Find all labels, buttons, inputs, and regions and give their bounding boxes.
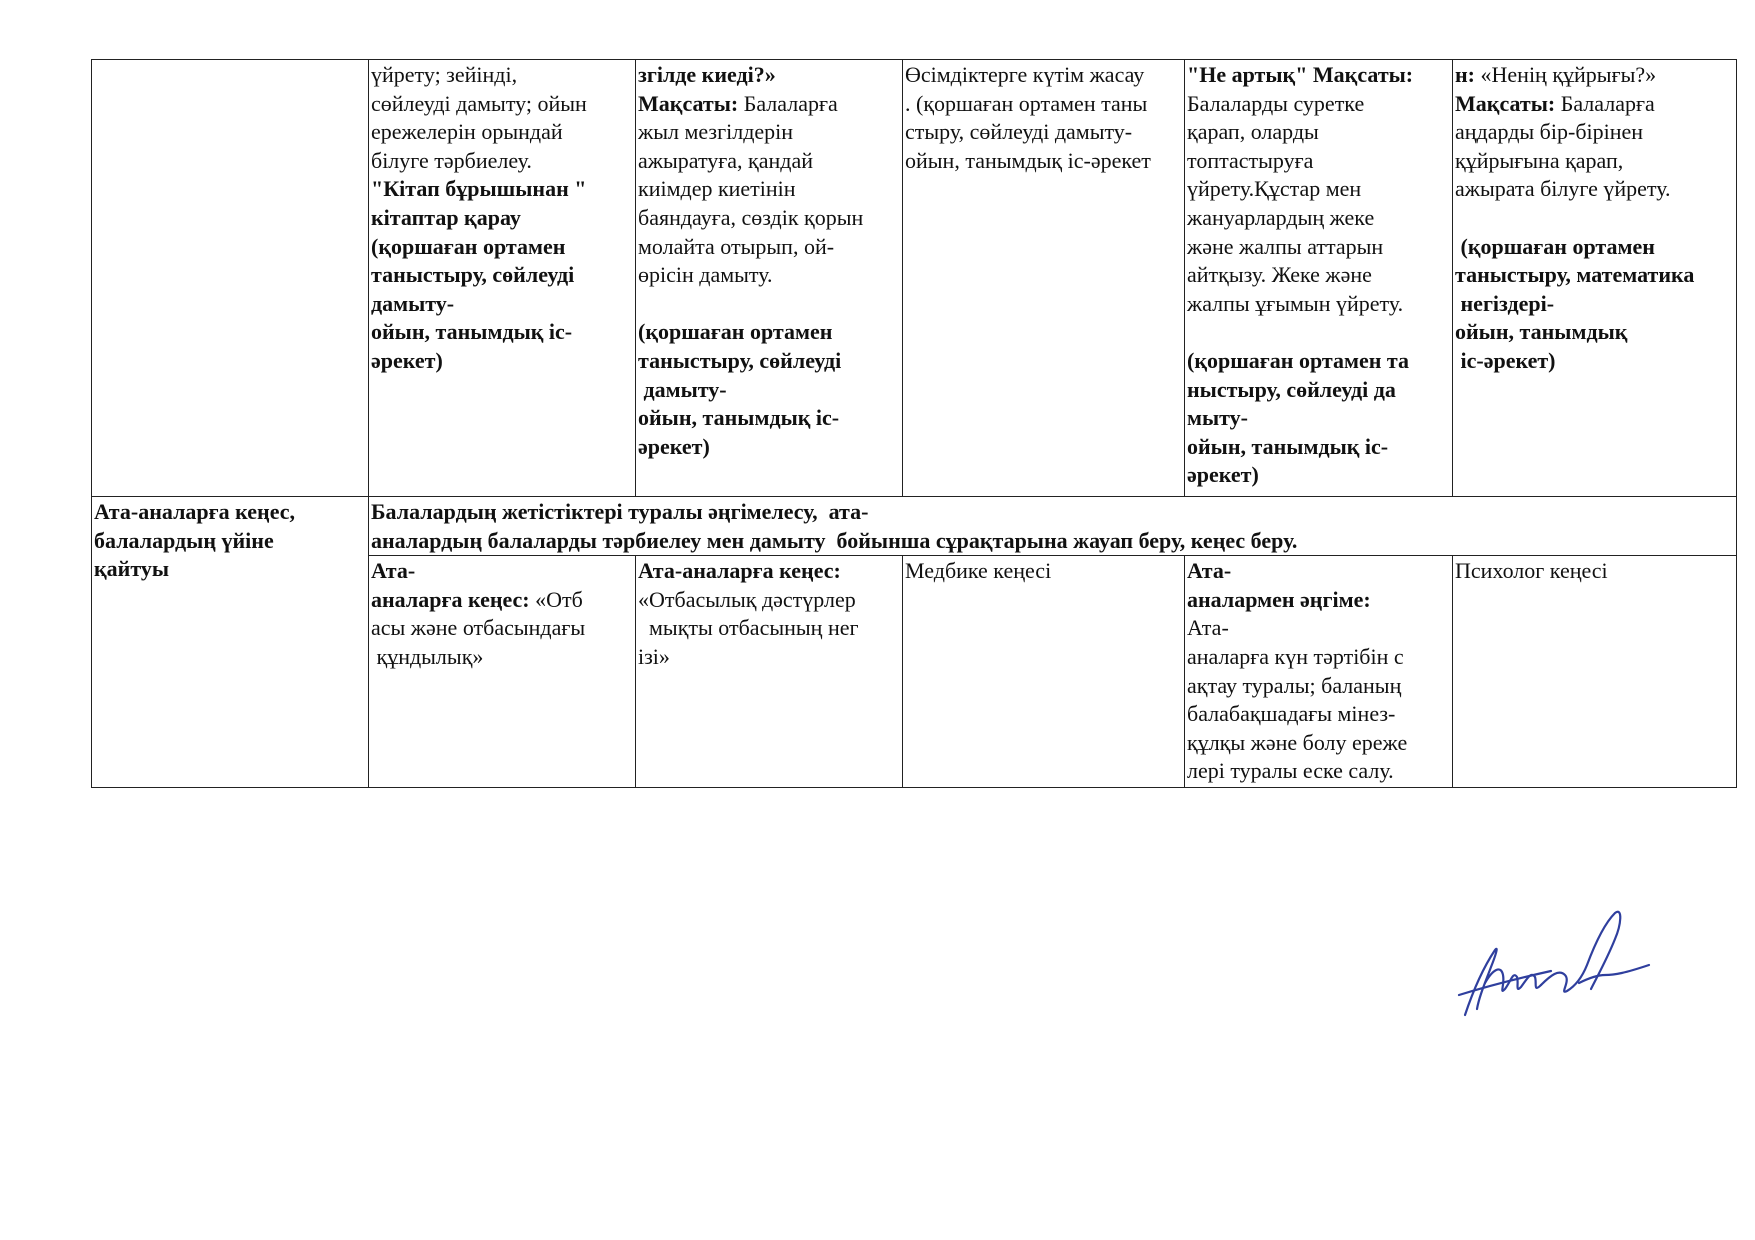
- text: сөйлеуді дамыту; ойын: [371, 90, 587, 116]
- cell-line: [371, 318, 633, 347]
- thursday-cell: [1185, 60, 1453, 497]
- text: «Отбасылық дәстүрлер: [638, 586, 856, 612]
- bold-text: Ата-аналарға кеңес:: [638, 558, 841, 584]
- text: «Ненің құйрығы?»: [1480, 62, 1657, 87]
- bold-text: ойын, танымдық іс-: [638, 405, 840, 431]
- bold-text: ныстыру, сөйлеуді да: [1187, 376, 1396, 402]
- cell-line: [638, 376, 900, 405]
- text: және жалпы аттарын: [1187, 233, 1384, 259]
- cell-line: [371, 498, 1734, 527]
- text: ажыратуға, қандай: [638, 147, 814, 173]
- text: жануарлардың жеке: [1187, 204, 1375, 230]
- bold-text: (қоршаған ортамен: [638, 319, 833, 345]
- cell-line: [1187, 90, 1450, 119]
- row-label-cell: [92, 60, 369, 497]
- text: топтастыруға: [1187, 147, 1314, 173]
- cell-line: [905, 90, 1182, 119]
- text: білуге тәрбиелеу.: [371, 147, 532, 173]
- text: ойын, танымдық іс-әрекет: [905, 147, 1151, 173]
- cell-line: [1455, 61, 1734, 90]
- cell-line: [1187, 290, 1450, 319]
- cell-line: [905, 61, 1182, 90]
- bold-text: Балалардың жетістіктері туралы әңгімелесу, ата-: [371, 499, 869, 524]
- cell-line: [1187, 586, 1450, 615]
- bold-text: Мақсаты:: [1455, 90, 1561, 116]
- text: жыл мезгілдерін: [638, 119, 794, 145]
- cell-line: [371, 147, 633, 176]
- bold-text: әрекет): [638, 433, 710, 459]
- bold-text: аналармен әңгіме:: [1187, 586, 1371, 612]
- cell-line: [638, 90, 900, 119]
- text: аңдарды бір-бірінен: [1455, 119, 1644, 145]
- text: Ата-: [1187, 615, 1229, 641]
- cell-line: [1187, 729, 1450, 758]
- text: Психолог кеңесі: [1455, 558, 1608, 584]
- bold-text: Мақсаты:: [638, 90, 744, 116]
- cell-line: [638, 290, 900, 319]
- text: ізі»: [638, 643, 670, 669]
- wednesday-cell: [903, 60, 1185, 497]
- text: Өсімдіктерге күтім жасау: [905, 62, 1145, 87]
- text: үйрету; зейінді,: [371, 62, 518, 87]
- text: Балаларға: [743, 90, 838, 116]
- handwritten-signature: [1455, 905, 1655, 1035]
- text: стыру, сөйлеуді дамыту-: [905, 119, 1133, 145]
- monday-cell: [369, 556, 636, 788]
- cell-line: [905, 118, 1182, 147]
- bold-text: кітаптар қарау: [371, 204, 521, 230]
- cell-line: [371, 347, 633, 376]
- tuesday-cell: [636, 60, 903, 497]
- cell-line: [1187, 347, 1450, 376]
- bold-text: таныстыру, сөйлеуді: [371, 262, 575, 288]
- text: мықты отбасының нег: [638, 615, 859, 641]
- text: молайта отырып, ой-: [638, 233, 835, 259]
- text: лері туралы еске салу.: [1187, 758, 1394, 784]
- cell-line: [1187, 204, 1450, 233]
- bold-text: қайтуы: [94, 556, 170, 582]
- cell-line: [1455, 347, 1734, 376]
- bold-text: дамыту-: [371, 290, 455, 316]
- cell-line: [1455, 204, 1734, 233]
- bold-text: аналарға кеңес:: [371, 586, 536, 612]
- cell-line: [638, 404, 900, 433]
- bold-text: "Кітап бұрышынан ": [371, 176, 587, 202]
- merged-advice-cell: [369, 497, 1737, 556]
- text: ережелерін орындай: [371, 119, 563, 145]
- cell-line: [1187, 233, 1450, 262]
- bold-text: н:: [1455, 62, 1481, 87]
- cell-line: [1187, 61, 1450, 90]
- text: құйрығына қарап,: [1455, 147, 1624, 173]
- cell-line: [1455, 118, 1734, 147]
- cell-line: [1187, 261, 1450, 290]
- cell-line: [638, 233, 900, 262]
- bold-text: дамыту-: [638, 376, 727, 402]
- bold-text: Ата-: [1187, 558, 1232, 584]
- cell-line: [1187, 118, 1450, 147]
- cell-line: [1455, 318, 1734, 347]
- cell-line: [638, 433, 900, 462]
- cell-line: [371, 557, 633, 586]
- cell-line: [1187, 404, 1450, 433]
- cell-line: [371, 261, 633, 290]
- cell-line: [1187, 433, 1450, 462]
- cell-line: [1187, 147, 1450, 176]
- text: «Отб: [535, 586, 583, 612]
- bold-text: таныстыру, математика: [1455, 262, 1695, 288]
- cell-line: [371, 643, 633, 672]
- cell-line: [371, 290, 633, 319]
- cell-line: [371, 175, 633, 204]
- text: ақтау туралы; баланың: [1187, 672, 1402, 698]
- cell-line: [638, 61, 900, 90]
- plan-table: [91, 59, 1737, 788]
- row-label-cell: [92, 497, 369, 788]
- bold-text: (қоршаған ортамен: [1455, 233, 1655, 259]
- cell-line: [371, 90, 633, 119]
- text: қарап, оларды: [1187, 119, 1319, 145]
- cell-line: [1455, 233, 1734, 262]
- cell-line: [1455, 90, 1734, 119]
- cell-line: [638, 261, 900, 290]
- bold-text: мыту-: [1187, 405, 1249, 431]
- cell-line: [905, 147, 1182, 176]
- bold-text: әрекет): [1187, 462, 1259, 488]
- text: құндылық»: [371, 643, 484, 669]
- bold-text: Ата-аналарға кеңес,: [94, 499, 295, 524]
- text: айтқызу. Жеке және: [1187, 262, 1372, 288]
- text: аналарға күн тәртібін с: [1187, 643, 1404, 669]
- cell-line: [638, 347, 900, 376]
- cell-line: [1455, 147, 1734, 176]
- bold-text: (қоршаған ортамен: [371, 233, 566, 259]
- cell-line: [638, 586, 900, 615]
- text: құлқы және болу ереже: [1187, 729, 1408, 755]
- text: баяндауға, сөздік қорын: [638, 204, 864, 230]
- cell-line: [1187, 318, 1450, 347]
- text: асы және отбасындағы: [371, 615, 586, 641]
- cell-line: [371, 586, 633, 615]
- cell-line: [94, 498, 366, 527]
- text: Медбике кеңесі: [905, 558, 1052, 584]
- cell-line: [1187, 757, 1450, 786]
- bold-text: таныстыру, сөйлеуді: [638, 347, 842, 373]
- cell-line: [638, 557, 900, 586]
- bold-text: Ата-: [371, 558, 416, 584]
- text: өрісін дамыту.: [638, 262, 773, 288]
- cell-line: [371, 204, 633, 233]
- text: [1187, 319, 1193, 344]
- friday-cell: [1453, 556, 1737, 788]
- bold-text: балалардың үйіне: [94, 527, 274, 553]
- table-row: [92, 60, 1737, 497]
- cell-line: [1455, 175, 1734, 204]
- bold-text: (қоршаған ортамен та: [1187, 347, 1409, 373]
- text: [1455, 205, 1461, 230]
- cell-line: [638, 147, 900, 176]
- cell-line: [1455, 290, 1734, 319]
- cell-line: [638, 643, 900, 672]
- text: [638, 291, 644, 316]
- bold-text: негіздері-: [1455, 290, 1555, 316]
- cell-line: [371, 614, 633, 643]
- cell-line: [905, 557, 1182, 586]
- text: жалпы ұғымын үйрету.: [1187, 290, 1404, 316]
- cell-line: [371, 61, 633, 90]
- cell-line: [1187, 175, 1450, 204]
- bold-text: "Не артық" Мақсаты:: [1187, 62, 1419, 87]
- bold-text: ойын, танымдық: [1455, 319, 1628, 345]
- cell-line: [1187, 614, 1450, 643]
- cell-line: [638, 175, 900, 204]
- cell-line: [1187, 643, 1450, 672]
- cell-line: [1187, 376, 1450, 405]
- cell-line: [638, 204, 900, 233]
- cell-line: [371, 118, 633, 147]
- friday-cell: [1453, 60, 1737, 497]
- thursday-cell: [1185, 556, 1453, 788]
- text: Балаларды суретке: [1187, 90, 1365, 116]
- bold-text: әрекет): [371, 347, 443, 373]
- cell-line: [1455, 557, 1734, 586]
- cell-line: [371, 233, 633, 262]
- cell-line: [1187, 672, 1450, 701]
- cell-line: [638, 614, 900, 643]
- bold-text: згілде киеді?»: [638, 62, 776, 87]
- text: үйрету.Құстар мен: [1187, 176, 1362, 202]
- cell-line: [1187, 461, 1450, 490]
- cell-line: [638, 118, 900, 147]
- cell-line: [94, 555, 366, 584]
- text: Балаларға: [1560, 90, 1655, 116]
- wednesday-cell: [903, 556, 1185, 788]
- bold-text: аналардың балаларды тәрбиелеу мен дамыту бойынша сұрақтарына жауап беру, кеңес беру.: [371, 527, 1298, 553]
- cell-line: [94, 527, 366, 556]
- cell-line: [1187, 700, 1450, 729]
- text: . (қоршаған ортамен таны: [905, 90, 1148, 116]
- cell-line: [371, 527, 1734, 556]
- bold-text: іс-әрекет): [1455, 347, 1556, 373]
- cell-line: [1455, 261, 1734, 290]
- cell-line: [638, 318, 900, 347]
- text: балабақшадағы мінез-: [1187, 701, 1396, 727]
- monday-cell: [369, 60, 636, 497]
- table-row: [92, 497, 1737, 556]
- tuesday-cell: [636, 556, 903, 788]
- text: киімдер киетінін: [638, 176, 796, 202]
- text: ажырата білуге үйрету.: [1455, 176, 1671, 202]
- bold-text: ойын, танымдық іс-: [371, 319, 573, 345]
- cell-line: [1187, 557, 1450, 586]
- bold-text: ойын, танымдық іс-: [1187, 433, 1389, 459]
